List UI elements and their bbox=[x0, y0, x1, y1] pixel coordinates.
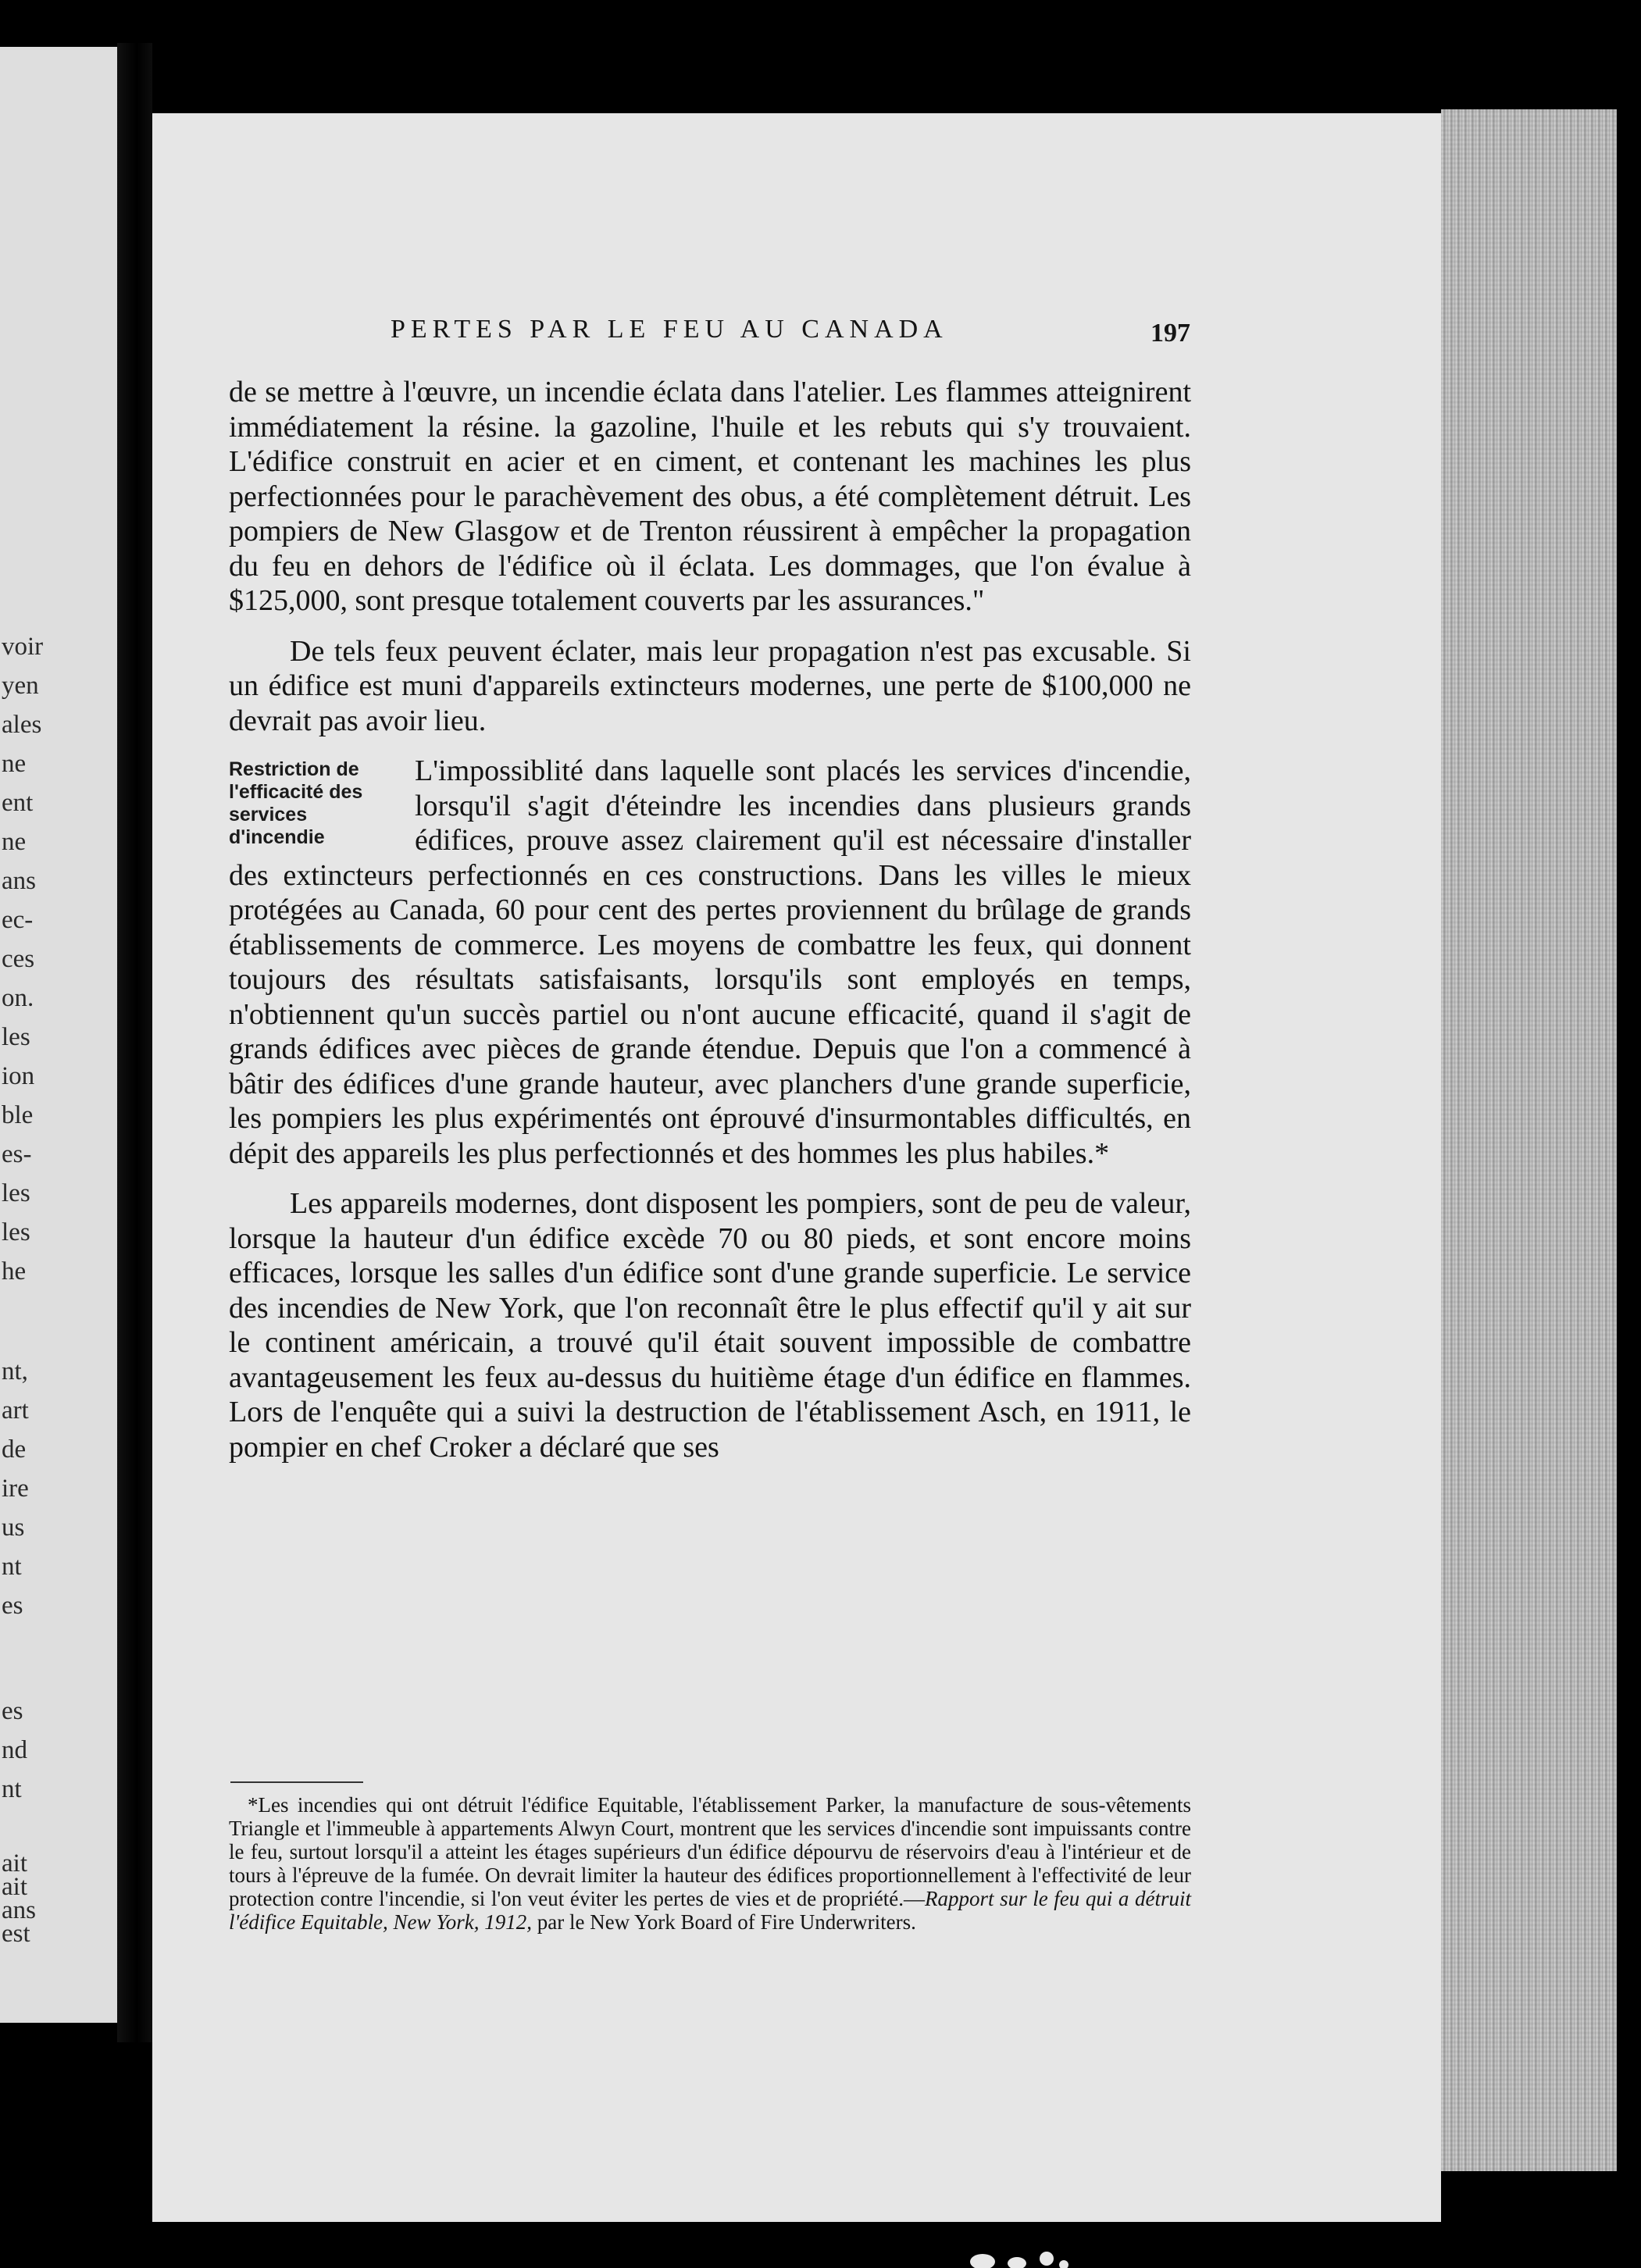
previous-page-fragment-text: ire bbox=[2, 1475, 29, 1503]
previous-page-fragment-text: ne bbox=[2, 828, 27, 856]
paragraph-2: De tels feux peuvent éclater, mais leur propagation n'est pas excusable. Si un édifice est muni d'appareils extincteurs modernes, une perte de $100,000 ne devrait pas avoir lieu. bbox=[229, 634, 1191, 737]
previous-page-fragment-text: est bbox=[2, 1920, 30, 1948]
previous-page-fragment-text: us bbox=[2, 1514, 25, 1542]
previous-page-fragment-text: voir bbox=[2, 633, 44, 661]
previous-page-fragment-text: les bbox=[2, 1179, 30, 1207]
previous-page-fragment-text: ales bbox=[2, 711, 42, 739]
previous-page-fragment-text: on. bbox=[2, 984, 34, 1012]
previous-page-fragment-text: art bbox=[2, 1396, 29, 1425]
previous-page-fragment-text: ait bbox=[2, 1873, 27, 1901]
previous-page-fragment-text: les bbox=[2, 1218, 30, 1246]
previous-page-fragment-text: ait bbox=[2, 1849, 27, 1878]
previous-page-fragment-text: ion bbox=[2, 1062, 35, 1090]
paragraph-3 bbox=[229, 754, 1191, 1171]
previous-page-fragment-text: de bbox=[2, 1435, 27, 1464]
running-title: PERTES PAR LE FEU AU CANADA bbox=[391, 315, 948, 344]
previous-page-fragment-text: yen bbox=[2, 672, 39, 700]
previous-page-fragment-text: nt bbox=[2, 1553, 22, 1581]
marginal-note: Restriction de l'efficacité des services d'incendie bbox=[229, 758, 363, 848]
paragraph-4: Les appareils modernes, dont disposent les pompiers, sont de peu de valeur, lorsque la hauteur d'un édifice excède 70 ou 80 pieds, et sont encore moins efficaces, lorsque les salles d'un édifice sont d'une grande superficie. Le service des incendies de New York, que l'on reconnaît être le plus effectif qu'il y ait sur le continent américain, a trouvé qu'il était souvent impossible de combattre avantageusement les feux au-dessus du huitième étage d'un édifice en flammes. Lors de l'enquête qui a suivi la destruction de l'établissement Asch, en 1911, le pompier en chef Croker a déclaré que ses bbox=[229, 1187, 1191, 1464]
paragraph-1: de se mettre à l'œuvre, un incendie éclata dans l'atelier. Les flammes atteignirent immédiatement la résine. la gazoline, l'huile et les rebuts qui s'y trouvaient. L'édifice construit en acier et en ciment, et contenant les machines les plus perfectionnées pour le parachèvement des obus, a été complètement détruit. Les pompiers de New Glasgow et de Trenton réussirent à empêcher la propagation du feu en dehors de l'édifice où il éclata. Les dommages, que l'on évalue à $125,000, sont presque totalement couverts par les assurances." bbox=[229, 376, 1191, 617]
page-number: 197 bbox=[1150, 319, 1190, 348]
previous-page-fragment-text: les bbox=[2, 1023, 30, 1051]
page-edges bbox=[1441, 109, 1617, 2171]
previous-page-fragment-text: es bbox=[2, 1592, 23, 1620]
book-gutter bbox=[117, 43, 152, 2042]
previous-page-fragment-text: nd bbox=[2, 1736, 27, 1764]
footnote-text: *Les incendies qui ont détruit l'édifice Equitable, l'établissement Parker, la manufacture de sous-vêtements Triangle et l'immeuble à appartements Alwyn Court, montrent que les services d'incendie sont impuissants contre le feu, surtout lorsqu'il a atteint les étages supérieurs d'un édifice dépourvu de réservoirs d'eau à l'intérieur et de tours à l'épreuve de la fumée. On devrait limiter la hauteur des édifices proportionnellement à l'effectivité de leur protection contre l'incendie, si l'on veut éviter les pertes de vies et de propriété.— bbox=[229, 1793, 1191, 1910]
page-bottom-blemish bbox=[961, 2232, 1078, 2268]
previous-page-fragment-text: ans bbox=[2, 867, 36, 895]
footnote-rule bbox=[230, 1781, 363, 1783]
previous-page-fragment-text: ans bbox=[2, 1896, 36, 1924]
previous-page-fragment-text: nt, bbox=[2, 1357, 28, 1385]
body-text bbox=[229, 375, 1191, 1464]
previous-page-fragment-text: ne bbox=[2, 750, 27, 778]
previous-page-fragment bbox=[0, 47, 117, 2023]
footnote-citation-source: par le New York Board of Fire Underwriters. bbox=[532, 1910, 916, 1934]
previous-page-fragment-text: nt bbox=[2, 1775, 22, 1803]
previous-page-fragment-text: ces bbox=[2, 945, 35, 973]
previous-page-fragment-text: es- bbox=[2, 1140, 32, 1168]
footnote bbox=[229, 1793, 1191, 1934]
previous-page-fragment-text: es bbox=[2, 1697, 23, 1725]
previous-page-fragment-text: he bbox=[2, 1257, 27, 1286]
previous-page-fragment-text: ec- bbox=[2, 906, 34, 934]
previous-page-fragment-text: ent bbox=[2, 789, 34, 817]
paragraph-3-text: L'impossiblité dans laquelle sont placés les services d'incendie, lorsqu'il s'agit d'éteindre les incendies dans plusieurs grands édifices, prouve assez clairement qu'il est nécessaire d'installer des extincteurs perfectionnés en ces constructions. Dans les villes le mieux protégées au Canada, 60 pour cent des pertes proviennent du brûlage de grands établissements de commerce. Les moyens de combattre les feux, qui donnent toujours des résultats satisfaisants, lorsqu'ils sont employés en temps, n'obtiennent qu'un succès partiel ou n'ont aucune efficacité, quand il s'agit de grands édifices avec pièces de grande étendue. Depuis que l'on a commencé à bâtir des édifices d'une grande hauteur, avec planchers d'une grande superficie, les pompiers les plus expérimentés ont éprouvé d'insurmontables difficultés, en dépit des appareils les plus perfectionnés et des hommes les plus habiles.* bbox=[229, 754, 1191, 1170]
previous-page-fragment-text: ble bbox=[2, 1101, 34, 1129]
footnote-citation-title: Rapport sur le feu qui a détruit l'édifice Equitable, New York, 1912, bbox=[229, 1887, 1191, 1934]
